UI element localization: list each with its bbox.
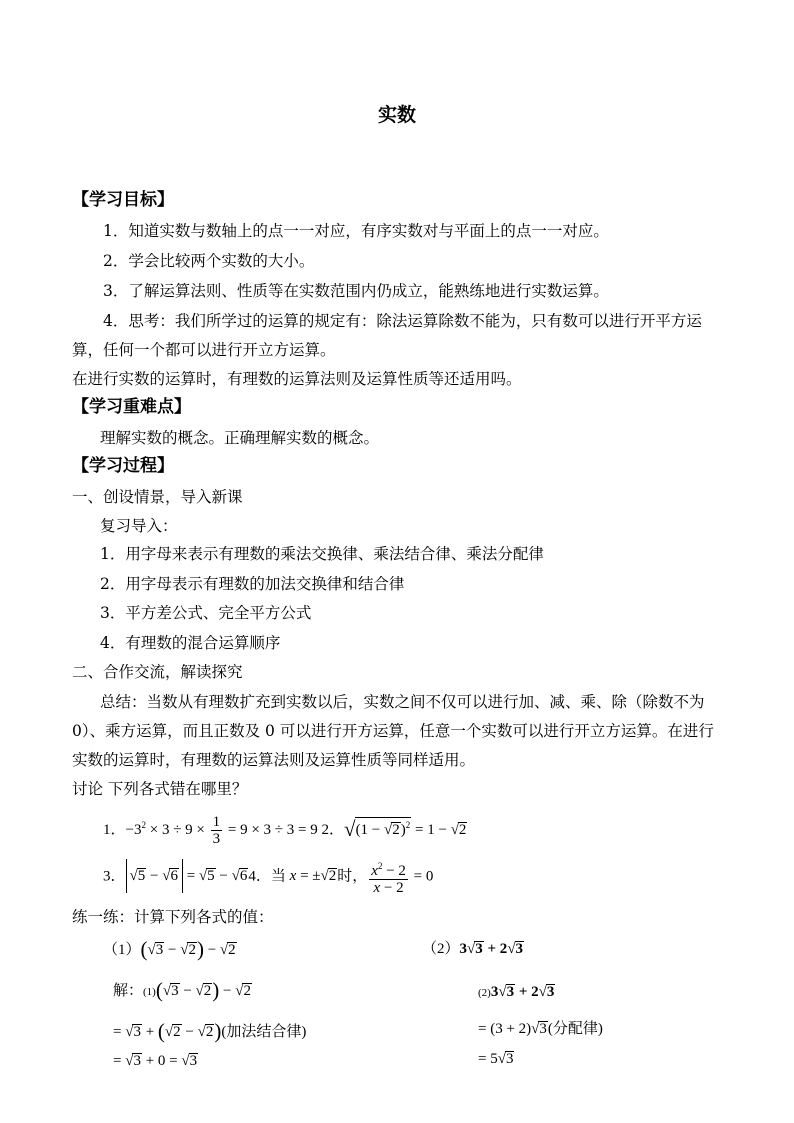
sol2-tag: (2) [478, 987, 491, 999]
solution-1-line-1: 解：(1)(√3 − √2) − √2 [113, 978, 251, 1002]
solution-2-line-1: (2)3√3 + 2√3 [478, 984, 555, 1000]
heading-learning-goals: 【学习目标】 [72, 190, 174, 210]
goal-extra-question: 在进行实数的运算时，有理数的运算法则及运算性质等还适用吗。 [72, 370, 522, 388]
solution-1-line-3: = √3 + 0 = √3 [113, 1053, 198, 1069]
summary-line-2: 0）、乘方运算，而且正数及 0 可以进行开方运算，任意一个实数可以进行开立方运算。在进行 [72, 722, 714, 740]
summary-line-3: 实数的运算时，有理数的运算法则及运算性质等同样适用。 [72, 751, 476, 769]
practice-problem-1: （1）(√3 − √2) − √2 [103, 937, 236, 961]
fraction-x2-minus-2: $\frac{x^2 - 2}{x - 2}$ [369, 858, 408, 896]
solution-1-line-2: = √3 + (√2 − √2)(加法结合律) [113, 1019, 307, 1043]
part2-title: 二、合作交流，解读探究 [72, 663, 243, 681]
review-label: 复习导入： [100, 517, 178, 535]
heading-learning-process: 【学习过程】 [72, 456, 174, 476]
formula-q1-q2: 1．$-3^2 \times 3 \div 9$ × $\frac{1}{3}$ = 9 × 3 ÷ 3 = 9 2．$√(1 - √2)^2 = 1 - √2$ [103, 814, 467, 848]
goal-item-3: 3．了解运算法则、性质等在实数范围内仍成立，能熟练地进行实数运算。 [103, 282, 609, 300]
review-item-1: 1．用字母来表示有理数的乘法交换律、乘法结合律、乘法分配律 [100, 545, 544, 563]
goal-item-1: 1．知道实数与数轴上的点一一对应，有序实数对与平面上的点一一对应。 [103, 222, 609, 240]
sol1-tag: (1) [143, 986, 156, 998]
goal-item-2: 2．学会比较两个实数的大小。 [103, 252, 315, 270]
practice-label: 练一练：计算下列各式的值： [72, 908, 274, 926]
solution-2-line-2: = (3 + 2)√3(分配律) [478, 1021, 603, 1037]
heading-key-points: 【学习重难点】 [72, 397, 191, 417]
q4-shi: 时， [337, 868, 368, 885]
key-points-text: 理解实数的概念。正确理解实数的概念。 [100, 429, 380, 447]
review-item-3: 3．平方差公式、完全平方公式 [100, 604, 312, 622]
solution-2-line-3: = 5√3 [478, 1051, 514, 1067]
goal-item-4: 4．思考：我们所学过的运算的规定有：除法运算除数不能为，只有数可以进行开平方运 [103, 312, 702, 330]
summary-line-1: 总结：当数从有理数扩充到实数以后，实数之间不仅可以进行加、减、乘、除（除数不为 [100, 693, 705, 711]
q3-label: 3． [103, 868, 126, 885]
practice-problem-2: （2）3√3 + 2√3 [422, 941, 524, 957]
goal-item-4-cont: 算，任何一个都可以进行开立方运算。 [72, 341, 336, 359]
page-title: 实数 [377, 104, 416, 126]
review-item-2: 2．用字母表示有理数的加法交换律和结合律 [100, 575, 405, 593]
q1-label: 1． [103, 822, 126, 838]
p2-label: （2） [422, 941, 460, 957]
q2-label: 2． [321, 822, 345, 838]
q4-label: 4． [248, 868, 271, 885]
p1-label: （1） [103, 942, 141, 958]
review-item-4: 4．有理数的混合运算顺序 [100, 634, 281, 652]
fraction-one-third: $\frac{1}{3}$ [212, 814, 221, 848]
note-distrib: (分配律) [547, 1021, 603, 1037]
q4-when: 当 [270, 868, 286, 885]
part1-title: 一、创设情景，导入新课 [72, 488, 243, 506]
solution-label: 解： [113, 983, 144, 999]
formula-q3-q4: 3． √5 − √6 = √5 − √64．当 x = ±√2时， $\frac{x^2 - 2}{x - 2}$ = 0 [103, 858, 433, 896]
note-assoc: (加法结合律) [221, 1024, 307, 1040]
discuss-label: 讨论 下列各式错在哪里？ [72, 780, 248, 798]
